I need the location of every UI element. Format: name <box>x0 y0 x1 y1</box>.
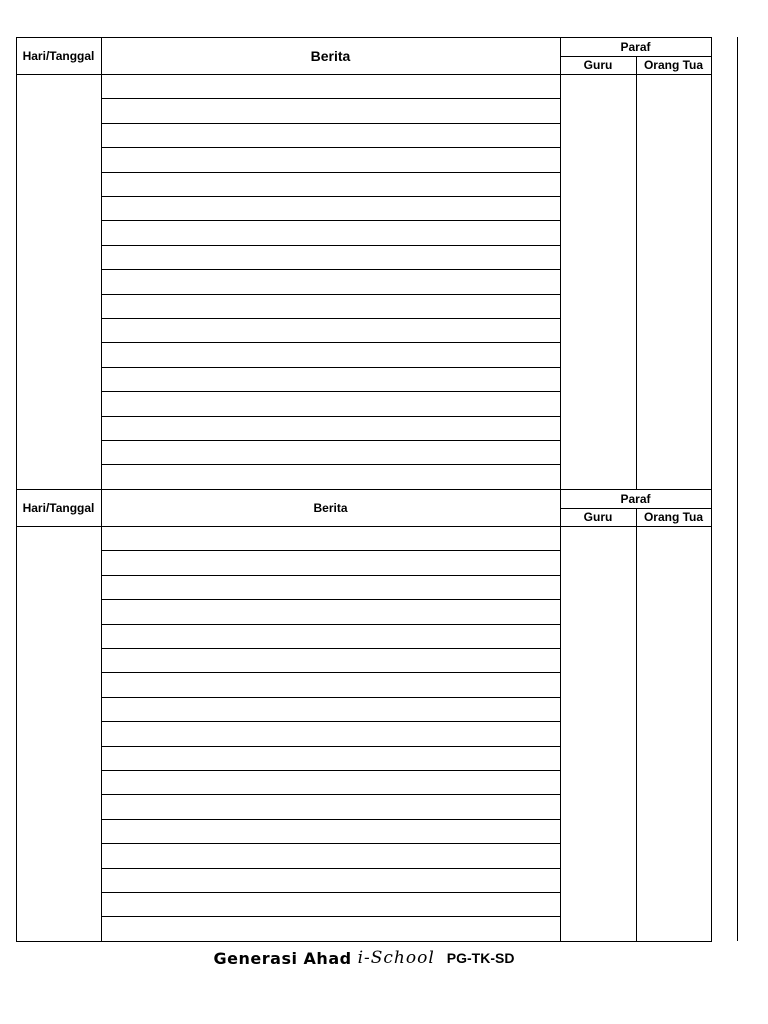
writing-line <box>101 794 560 795</box>
table-bottom-border <box>16 941 712 942</box>
writing-line <box>101 147 560 148</box>
footer-script-logo: i-School <box>357 948 435 968</box>
table-right-border <box>711 37 712 489</box>
writing-line <box>101 599 560 600</box>
header-orang-tua: Orang Tua <box>643 510 704 524</box>
column-divider-news <box>560 489 561 941</box>
header-bottom-line <box>16 526 711 527</box>
writing-line <box>101 843 560 844</box>
writing-line <box>101 624 560 625</box>
writing-line <box>101 294 560 295</box>
header-orang-tua: Orang Tua <box>643 58 704 72</box>
writing-line <box>101 342 560 343</box>
footer-level-tag: PG-TK-SD <box>446 950 515 966</box>
writing-line <box>101 916 560 917</box>
header-berita: Berita <box>310 47 351 64</box>
writing-line <box>101 672 560 673</box>
writing-line <box>101 172 560 173</box>
writing-line <box>101 697 560 698</box>
writing-line <box>101 868 560 869</box>
header-guru: Guru <box>583 58 613 72</box>
writing-line <box>101 98 560 99</box>
writing-line <box>101 440 560 441</box>
header-paraf: Paraf <box>620 491 651 506</box>
header-hari-tanggal: Hari/Tanggal <box>22 500 95 515</box>
writing-line <box>101 464 560 465</box>
writing-line <box>101 575 560 576</box>
table-left-border <box>16 37 17 489</box>
writing-line <box>101 318 560 319</box>
writing-line <box>101 416 560 417</box>
writing-line <box>101 245 560 246</box>
writing-line <box>101 819 560 820</box>
column-divider-date <box>101 489 102 941</box>
header-guru: Guru <box>583 510 613 524</box>
writing-line <box>101 220 560 221</box>
table-left-border <box>16 489 17 941</box>
writing-line <box>101 269 560 270</box>
column-divider-news <box>560 37 561 489</box>
writing-line <box>101 196 560 197</box>
writing-line <box>101 892 560 893</box>
writing-line <box>101 391 560 392</box>
header-berita: Berita <box>313 500 348 515</box>
column-divider-date <box>101 37 102 489</box>
header-hari-tanggal: Hari/Tanggal <box>22 48 95 63</box>
column-divider-guru <box>636 56 637 489</box>
footer <box>0 944 728 972</box>
writing-line <box>101 721 560 722</box>
table-right-border <box>711 489 712 941</box>
footer-brand: Generasi Ahad <box>213 948 352 968</box>
writing-line <box>101 648 560 649</box>
writing-line <box>101 550 560 551</box>
writing-line <box>101 123 560 124</box>
header-bottom-line <box>16 74 711 75</box>
writing-line <box>101 367 560 368</box>
right-margin-line <box>737 37 738 941</box>
writing-line <box>101 770 560 771</box>
header-paraf: Paraf <box>620 39 651 54</box>
column-divider-guru <box>636 508 637 941</box>
writing-line <box>101 746 560 747</box>
